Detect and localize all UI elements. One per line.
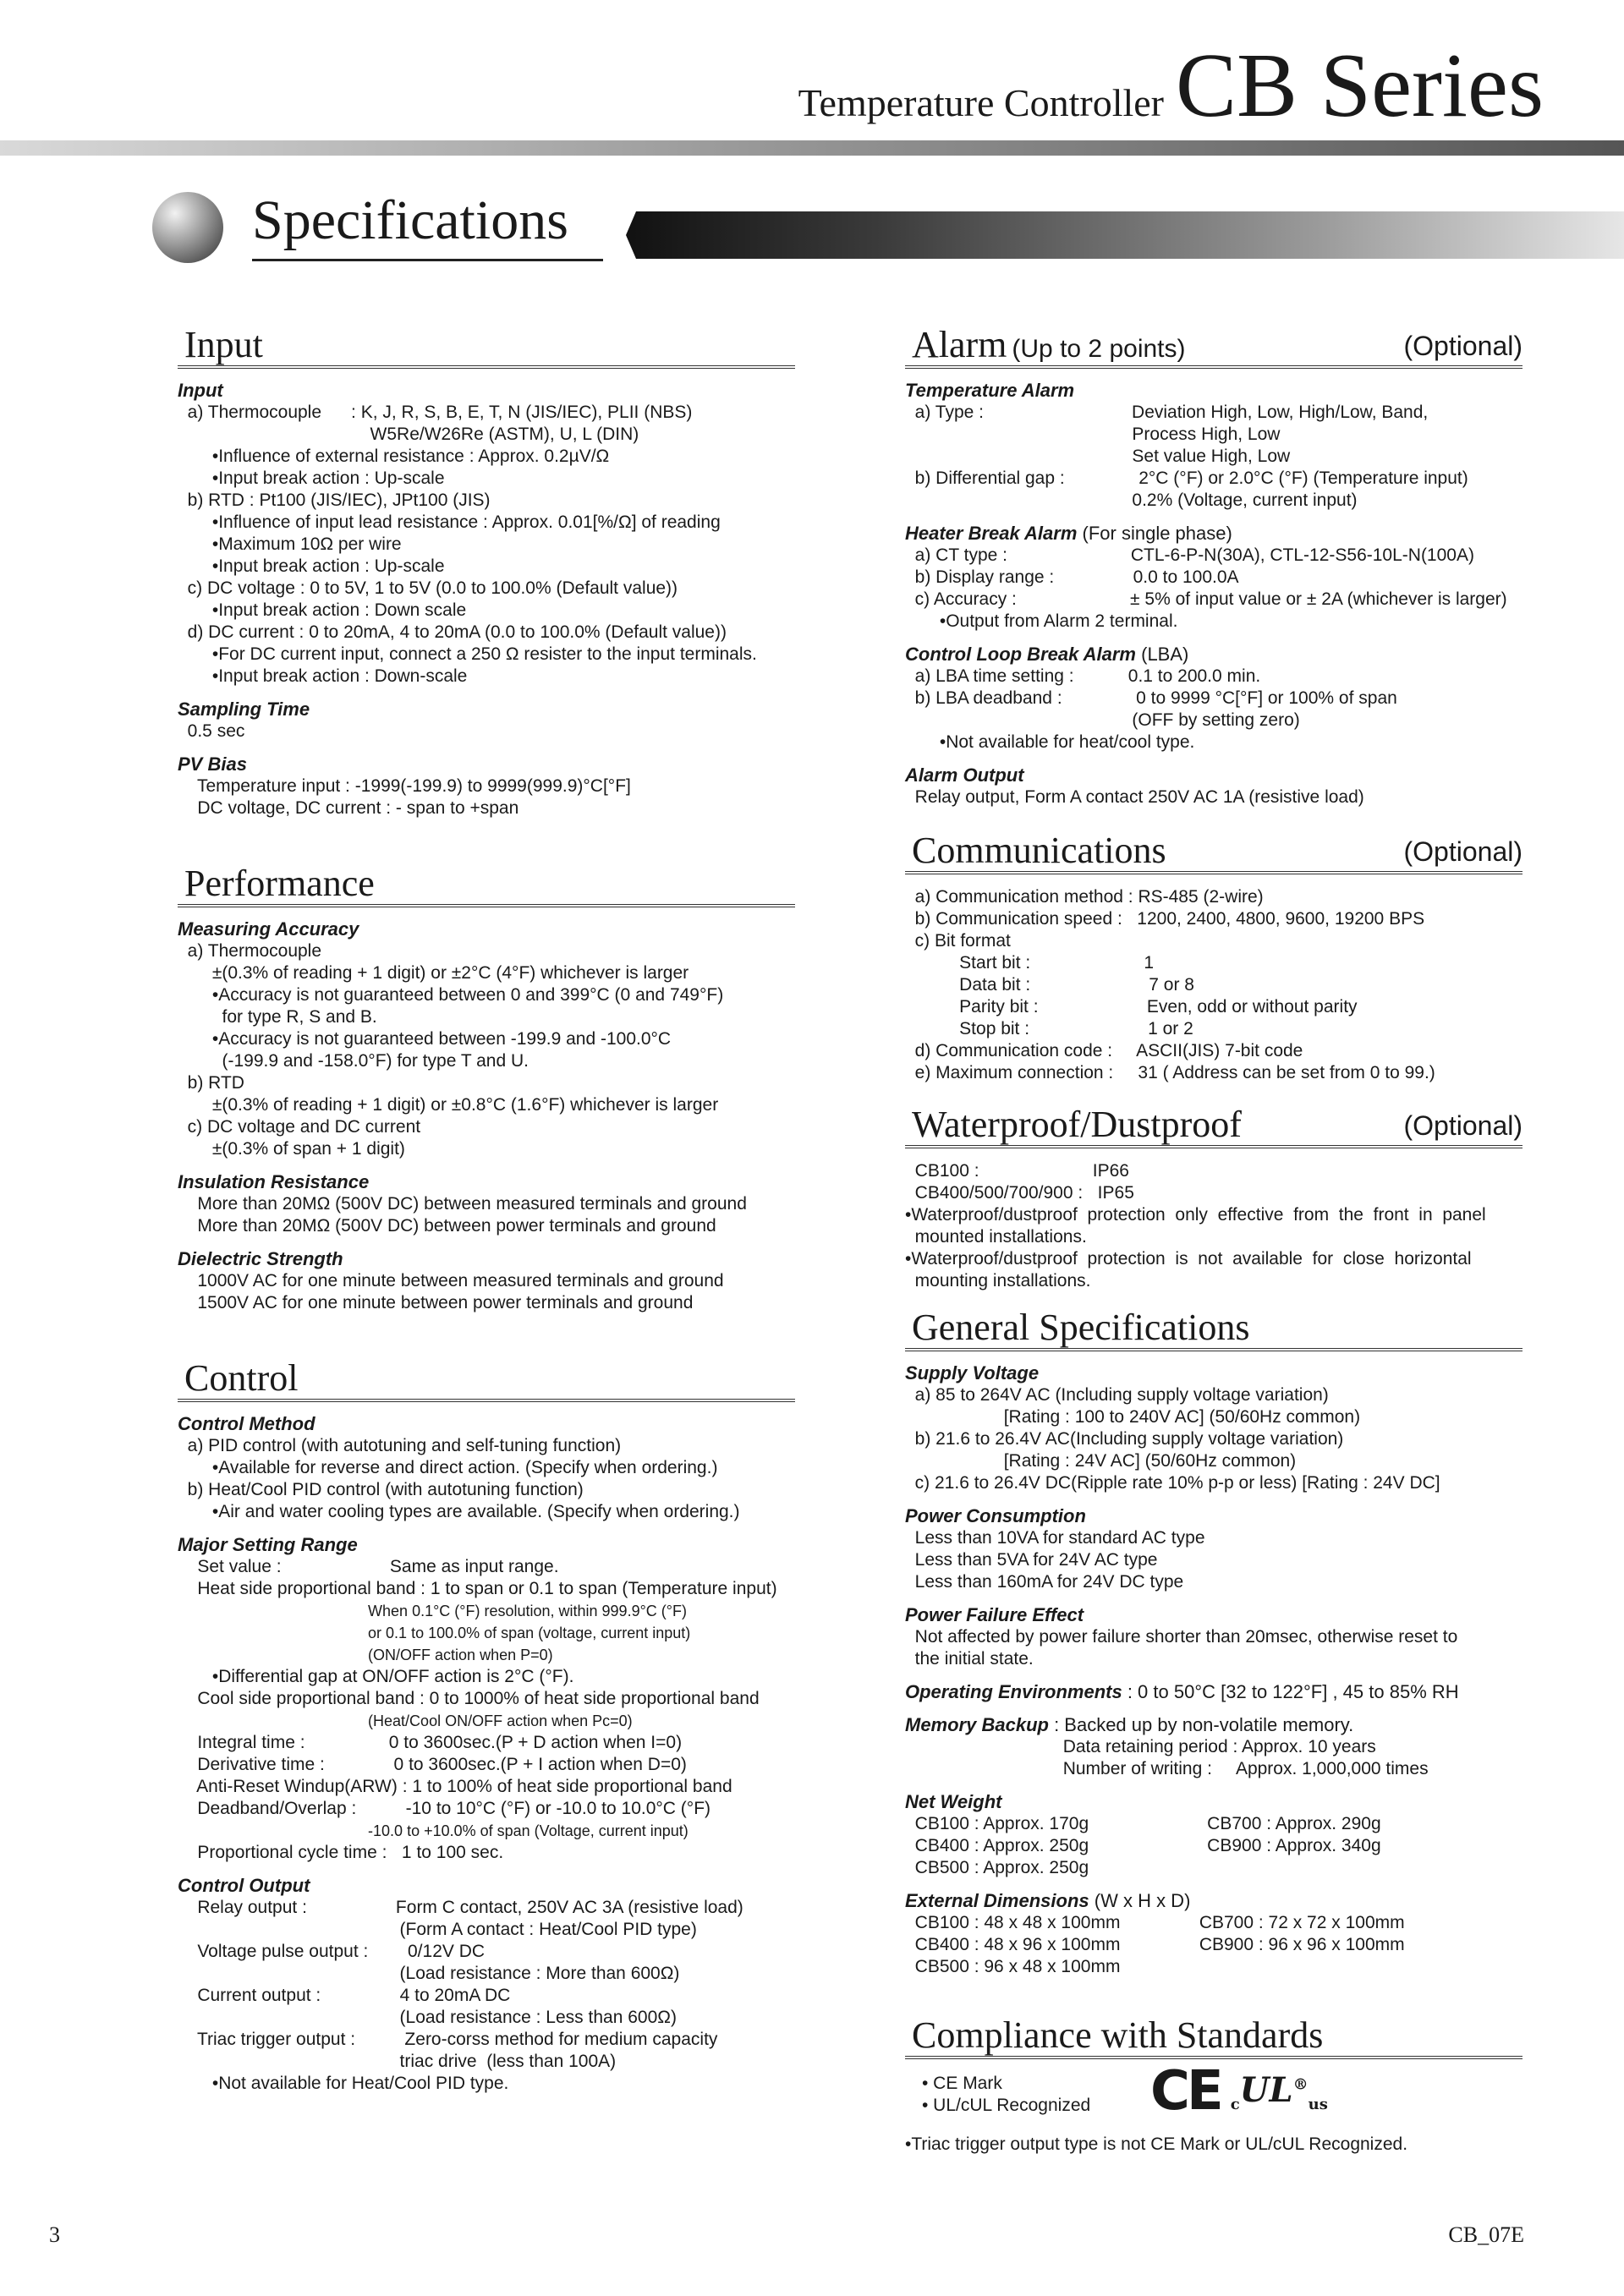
block-title-suffix: : 0 to 50°C [32 to 122°F] , 45 to 85% RH [1122,1681,1459,1702]
section-alarm [905,313,1522,808]
spec-line: b) 21.6 to 26.4V AC(Including supply voltage variation) [905,1429,1344,1449]
spec-line: b) RTD [178,1073,244,1093]
sphere-icon [152,192,223,263]
spec-line: or 0.1 to 100.0% of span (voltage, current input) [178,1625,691,1641]
banner-underline [252,259,603,261]
block-title [905,1790,1522,1813]
block-title [905,522,1522,545]
spec-line: a) CT type : CTL-6-P-N(30A), CTL-12-S56-10L-N(100A) [905,545,1474,565]
spec-line: CB400/500/700/900 : IP65 [905,1183,1134,1203]
spec-line: •Input break action : Down-scale [178,666,468,686]
block-title-text: Net Weight [905,1791,1002,1812]
spec-line: •Input break action : Up-scale [178,469,445,488]
spec-line: More than 20MΩ (500V DC) between power terminals and ground [178,1216,716,1236]
block-title [178,698,795,721]
header-gradient-bar [0,140,1624,156]
spec-line: CB500 : 96 x 48 x 100mm [905,1957,1121,1976]
spec-line: Integral time : 0 to 3600sec.(P + D action when I=0) [178,1733,683,1752]
block-title-suffix: (W x H x D) [1089,1890,1191,1911]
performance-blocks [178,918,795,1314]
spec-line: When 0.1°C (°F) resolution, within 999.9°C (°F) [178,1603,687,1619]
spec-line: Set value : Same as input range. [178,1557,559,1576]
block-title-text: Sampling Time [178,699,310,720]
right-column [905,313,1522,2188]
block-title [905,1713,1522,1736]
block-title-suffix: (For single phase) [1077,523,1232,544]
spec-line: c) DC voltage and DC current [178,1117,421,1137]
spec-line: Relay output, Form A contact 250V AC 1A (resistive load) [905,787,1364,807]
spec-line: c) Bit format [905,931,1011,951]
spec-line: (-199.9 and -158.0°F) for type T and U. [178,1051,529,1071]
block-title-text: Supply Voltage [905,1362,1040,1384]
section-title: Input [184,324,263,365]
spec-line: Set value High, Low [905,447,1291,466]
spec-line: •Waterproof/dustproof protection only effective from the front in panel [905,1205,1486,1225]
section-input [178,313,795,819]
spec-line: a) Thermocouple : K, J, R, S, B, E, T, N (JIS/IEC), PLII (NBS) [178,403,693,422]
spec-line: Deadband/Overlap : -10 to 10°C (°F) or -10.0 to 10.0°C (°F) [178,1799,711,1818]
spec-line: mounting installations. [905,1271,1091,1290]
page-header [0,0,1624,169]
block-title [178,1533,795,1556]
spec-line: ±(0.3% of reading + 1 digit) or ±2°C (4°F) whichever is larger [178,963,689,983]
optional-label: (Optional) [1403,1110,1522,1141]
section-header [905,1296,1522,1351]
block-title [905,1889,1522,1912]
header-title-group [798,36,1544,136]
compliance-item-ce: • CE Mark [922,2074,1002,2093]
ul-recognized-icon [1231,2070,1328,2113]
block-title-suffix: (LBA) [1136,644,1189,665]
spec-line: 0.2% (Voltage, current input) [905,490,1358,510]
section-performance [178,852,795,1314]
spec-line: Current output : 4 to 20mA DC [178,1986,511,2005]
alarm-title: Alarm [912,324,1007,365]
spec-line: (OFF by setting zero) [905,710,1300,730]
spec-line: b) Display range : 0.0 to 100.0A [905,567,1239,587]
section-header [178,1346,795,1402]
block-title [178,1170,795,1193]
compliance-note: •Triac trigger output type is not CE Mark or UL/cUL Recognized. [905,2134,1408,2154]
block-title-text: Power Failure Effect [905,1604,1084,1625]
spec-line: Proportional cycle time : 1 to 100 sec. [178,1843,504,1862]
section-title: Control [184,1357,299,1399]
spec-line: Temperature input : -1999(-199.9) to 9999(999.9)°C[°F] [178,776,631,796]
document-code: CB_07E [1448,2222,1524,2247]
spec-line: Process High, Low [905,425,1281,444]
section-title: Communications [912,830,1166,871]
control-blocks [178,1412,795,2095]
input-blocks [178,379,795,819]
spec-line: •Not available for Heat/Cool PID type. [178,2074,509,2093]
block-title-text: Dielectric Strength [178,1248,343,1269]
spec-line: 1500V AC for one minute between power terminals and ground [178,1293,694,1312]
spec-line: b) Heat/Cool PID control (with autotuning function) [178,1480,584,1499]
communications-lines [905,886,1522,1084]
spec-line: More than 20MΩ (500V DC) between measured terminals and ground [178,1194,747,1214]
spec-line: •Accuracy is not guaranteed between 0 and 399°C (0 and 749°F) [178,985,724,1005]
spec-line: Data retaining period : Approx. 10 years [905,1737,1376,1756]
spec-line: c) DC voltage : 0 to 5V, 1 to 5V (0.0 to 100.0% (Default value)) [178,578,678,598]
header-title: CB Series [1175,36,1544,136]
spec-line: Less than 10VA for standard AC type [905,1528,1205,1548]
spec-line: Not affected by power failure shorter than 20msec, otherwise reset to [905,1627,1458,1647]
optional-label: (Optional) [1403,836,1522,867]
spec-line: Triac trigger output : Zero-corss method for medium capacity [178,2030,718,2049]
spec-line: Derivative time : 0 to 3600sec.(P + I action when D=0) [178,1755,687,1774]
spec-line: a) 85 to 264V AC (Including supply voltage variation) [905,1385,1329,1405]
left-column [178,313,795,2127]
spec-line: Less than 160mA for 24V DC type [905,1572,1184,1592]
spec-line: DC voltage, DC current : - span to +span [178,798,519,818]
ul-us-text: us [1308,2095,1328,2113]
spec-line: b) RTD : Pt100 (JIS/IEC), JPt100 (JIS) [178,490,491,510]
spec-line: a) LBA time setting : 0.1 to 200.0 min. [905,666,1261,686]
spec-line: CB100 : 48 x 48 x 100mm CB700 : 72 x 72 x 100mm [905,1913,1405,1932]
spec-line: mounted installations. [905,1227,1087,1247]
spec-line: (Heat/Cool ON/OFF action when Pc=0) [178,1712,633,1729]
spec-line: d) Communication code : ASCII(JIS) 7-bit code [905,1041,1303,1060]
block-title-text: Alarm Output [905,764,1024,786]
page-number: 3 [49,2222,60,2247]
spec-line: Voltage pulse output : 0/12V DC [178,1942,486,1961]
block-title [178,379,795,402]
alarm-qualifier: (Up to 2 points) [1012,335,1186,363]
block-title [905,379,1522,402]
section-control [178,1346,795,2095]
spec-line: •Differential gap at ON/OFF action is 2°C (°F). [178,1667,574,1686]
section-title: Performance [184,863,375,904]
section-header [178,313,795,369]
spec-line: •Maximum 10Ω per wire [178,534,402,554]
block-title-suffix: : Backed up by non-volatile memory. [1048,1714,1354,1735]
block-title [178,918,795,940]
ul-text: UL [1239,2069,1293,2110]
spec-line: ±(0.3% of reading + 1 digit) or ±0.8°C (1.6°F) whichever is larger [178,1095,719,1115]
block-title-text: Input [178,380,223,401]
spec-line: a) Thermocouple [178,941,322,961]
spec-line: 0.5 sec [178,721,245,741]
spec-line: Anti-Reset Windup(ARW) : 1 to 100% of heat side proportional band [178,1777,732,1796]
block-title-text: Control Output [178,1875,310,1896]
alarm-blocks [905,379,1522,808]
compliance-item-ul: • UL/cUL Recognized [922,2096,1091,2115]
spec-line: •Output from Alarm 2 terminal. [905,611,1178,631]
spec-line: for type R, S and B. [178,1007,377,1027]
spec-line: •Not available for heat/cool type. [905,732,1195,752]
spec-line: Stop bit : 1 or 2 [905,1019,1193,1038]
block-title-text: Operating Environments [905,1681,1122,1702]
spec-line: d) DC current : 0 to 20mA, 4 to 20mA (0.0 to 100.0% (Default value)) [178,622,727,642]
spec-line: Less than 5VA for 24V AC type [905,1550,1158,1570]
spec-line: Start bit : 1 [905,953,1155,973]
section-header [905,1093,1522,1148]
section-header [905,819,1522,874]
section-title: Waterproof/Dustproof [912,1104,1242,1145]
section-title [912,326,1186,364]
spec-line: CB100 : Approx. 170g CB700 : Approx. 290g [905,1814,1381,1833]
spec-line: •Waterproof/dustproof protection is not available for close horizontal [905,1249,1472,1269]
block-title-text: External Dimensions [905,1890,1089,1911]
header-subtitle: Temperature Controller [798,81,1164,124]
spec-line: e) Maximum connection : 31 ( Address can be set from 0 to 99.) [905,1063,1435,1082]
spec-line: CB400 : 48 x 96 x 100mm CB900 : 96 x 96 x 100mm [905,1935,1405,1954]
section-header [905,313,1522,369]
block-title-text: Insulation Resistance [178,1171,370,1192]
waterproof-lines [905,1160,1522,1292]
block-title-text: Memory Backup [905,1714,1049,1735]
spec-line: W5Re/W26Re (ASTM), U, L (DIN) [178,425,639,444]
spec-line: •Input break action : Down scale [178,600,467,620]
block-title-text: Heater Break Alarm [905,523,1078,544]
block-title [178,1874,795,1897]
block-title-text: Measuring Accuracy [178,918,359,940]
spec-line: •Air and water cooling types are available. (Specify when ordering.) [178,1502,740,1521]
block-title [905,764,1522,786]
block-title [905,643,1522,666]
spec-line: •Input break action : Up-scale [178,556,445,576]
banner-gradient-bar [626,211,1624,259]
section-title: Compliance with Standards [912,2014,1324,2056]
block-title [178,1247,795,1270]
spec-line: c) Accuracy : ± 5% of input value or ± 2A (whichever is larger) [905,589,1507,609]
section-header [905,2003,1522,2059]
ul-c-text: c [1230,2095,1240,2113]
block-title-text: Control Loop Break Alarm [905,644,1136,665]
spec-line: Data bit : 7 or 8 [905,975,1194,995]
block-title-text: Control Method [178,1413,315,1434]
block-title [178,753,795,775]
section-waterproof [905,1093,1522,1292]
spec-line: a) PID control (with autotuning and self-tuning function) [178,1436,622,1455]
spec-line: CB100 : IP66 [905,1161,1129,1181]
block-title [905,1603,1522,1626]
spec-line: •For DC current input, connect a 250 Ω resister to the input terminals. [178,644,757,664]
spec-line: •Influence of external resistance : Approx. 0.2µV/Ω [178,447,610,466]
block-title [905,1504,1522,1527]
spec-line: b) LBA deadband : 0 to 9999 °C[°F] or 100% of span [905,688,1397,708]
spec-line: CB400 : Approx. 250g CB900 : Approx. 340g [905,1836,1381,1855]
spec-line: ±(0.3% of span + 1 digit) [178,1139,405,1159]
spec-line: -10.0 to +10.0% of span (Voltage, current input) [178,1822,689,1839]
spec-line: [Rating : 100 to 240V AC] (50/60Hz common) [905,1407,1361,1427]
spec-line: (Load resistance : More than 600Ω) [178,1964,680,1983]
block-title-text: PV Bias [178,753,247,775]
spec-line: a) Type : Deviation High, Low, High/Low, Band, [905,403,1429,422]
spec-line: Heat side proportional band : 1 to span or 0.1 to span (Temperature input) [178,1579,777,1598]
block-title [905,1362,1522,1384]
certification-logos [1150,2058,1522,2125]
section-compliance [905,2003,1522,2156]
spec-line: a) Communication method : RS-485 (2-wire) [905,887,1264,907]
banner-title: Specifications [252,189,568,251]
spec-line: triac drive (less than 100A) [178,2052,617,2071]
spec-line: b) Communication speed : 1200, 2400, 4800, 9600, 19200 BPS [905,909,1425,929]
spec-line: Relay output : Form C contact, 250V AC 3A (resistive load) [178,1898,743,1917]
spec-line: (Form A contact : Heat/Cool PID type) [178,1920,697,1939]
section-title: General Specifications [912,1307,1250,1348]
spec-line: (ON/OFF action when P=0) [178,1647,553,1663]
section-communications [905,819,1522,1084]
block-title-text: Major Setting Range [178,1534,358,1555]
general-blocks [905,1362,1522,1978]
optional-label: (Optional) [1403,331,1522,361]
spec-line: Number of writing : Approx. 1,000,000 times [905,1759,1429,1778]
spec-line: [Rating : 24V AC] (50/60Hz common) [905,1451,1297,1471]
spec-line: 1000V AC for one minute between measured terminals and ground [178,1271,724,1290]
block-title-text: Temperature Alarm [905,380,1075,401]
spec-line: •Influence of input lead resistance : Approx. 0.01[%/Ω] of reading [178,512,721,532]
ce-mark-icon: CE [1150,2060,1221,2123]
spec-line: (Load resistance : Less than 600Ω) [178,2008,677,2027]
spec-line: c) 21.6 to 26.4V DC(Ripple rate 10% p-p or less) [Rating : 24V DC] [905,1473,1440,1493]
spec-line: •Available for reverse and direct action. (Specify when ordering.) [178,1458,718,1477]
section-header [178,852,795,907]
spec-line: Cool side proportional band : 0 to 1000% of heat side proportional band [178,1689,760,1708]
spec-line: Parity bit : Even, odd or without parity [905,997,1358,1016]
ul-reg-text: ® [1292,2075,1309,2094]
block-title [905,1680,1522,1703]
block-title-text: Power Consumption [905,1505,1086,1526]
section-general [905,1296,1522,1978]
block-title [178,1412,795,1435]
spec-line: b) Differential gap : 2°C (°F) or 2.0°C (°F) (Temperature input) [905,469,1468,488]
spec-line: •Accuracy is not guaranteed between -199.9 and -100.0°C [178,1029,672,1049]
spec-line: the initial state. [905,1649,1034,1669]
spec-line: CB500 : Approx. 250g [905,1858,1089,1877]
